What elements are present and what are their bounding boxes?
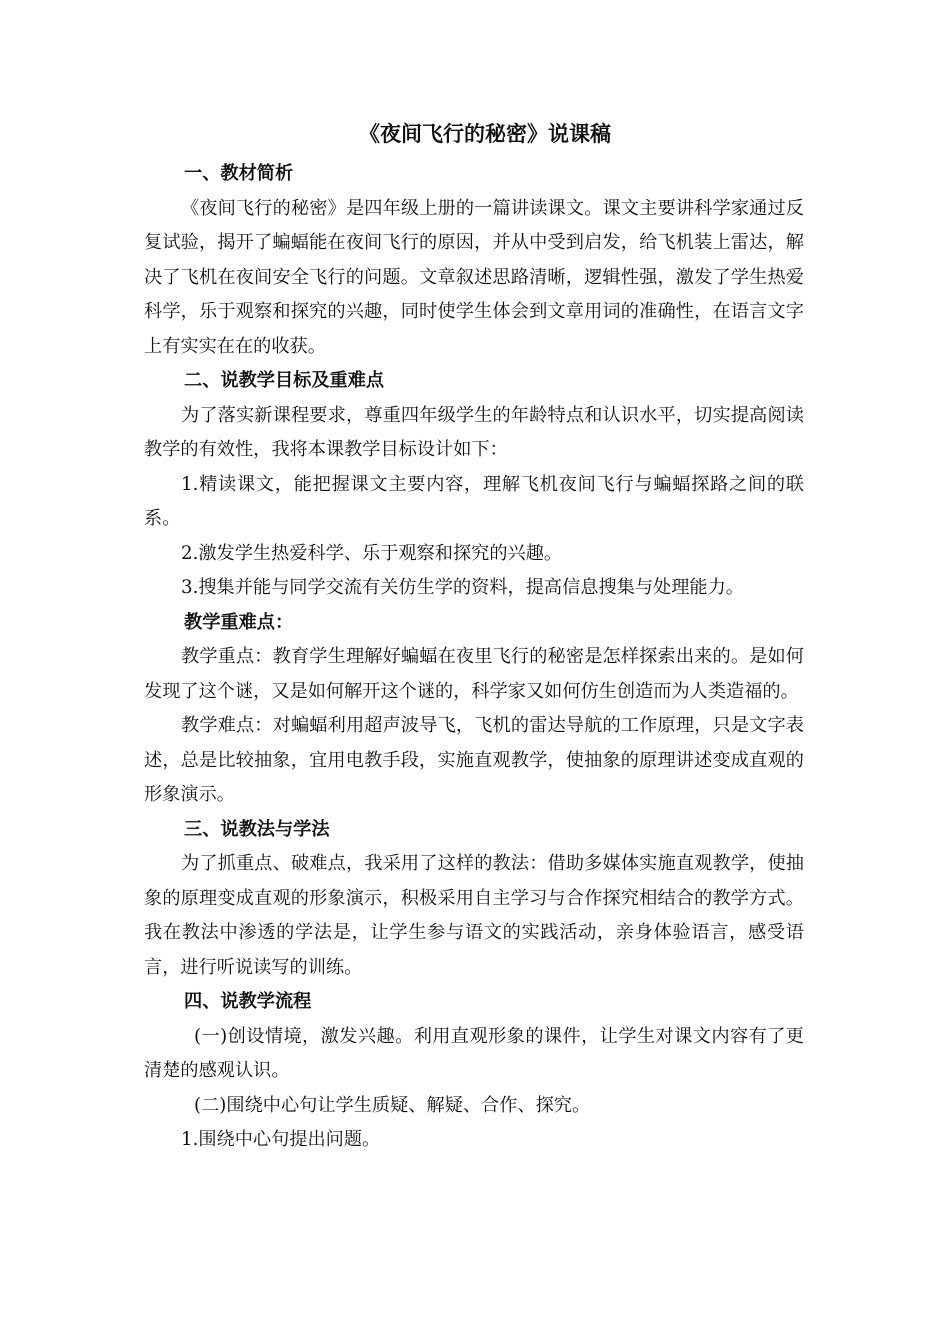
- paragraph-methods: 为了抓重点、破难点，我采用了这样的教法：借助多媒体实施直观教学，使抽象的原理变成直观的形象演示，积极采用自主学习与合作探究相结合的教学方式。我在教法中渗透的学法是，让学生参与语文的实践活动，亲身体验语言，感受语言，进行听说读写的训练。: [144, 853, 804, 978]
- process-step-2-item-1: 1.围绕中心句提出问题。: [181, 1129, 381, 1150]
- paragraph-teaching-key: 教学重点：教育学生理解好蝙蝠在夜里飞行的秘密是怎样探索出来的。是如何发现了这个谜，又是如何解开这个谜的，科学家又如何仿生创造而为人类造福的。: [144, 646, 804, 702]
- paragraph-teaching-difficulty: 教学难点：对蝙蝠利用超声波导飞，飞机的雷达导航的工作原理，只是文字表述，总是比较抽象，宜用电教手段，实施直观教学，使抽象的原理讲述变成直观的形象演示。: [144, 715, 804, 805]
- document-body: [144, 157, 804, 1158]
- goal-item-1: 1.精读课文，能把握课文主要内容，理解飞机夜间飞行与蝙蝠探路之间的联系。: [144, 473, 804, 529]
- paragraph-goals-intro: 为了落实新课程要求，尊重四年级学生的年龄特点和认识水平，切实提高阅读教学的有效性，我将本课教学目标设计如下：: [144, 404, 804, 460]
- section-heading-2: 二、说教学目标及重难点: [184, 370, 385, 391]
- paragraph-textbook-analysis: 《夜间飞行的秘密》是四年级上册的一篇讲读课文。课文主要讲科学家通过反复试验，揭开了蝙蝠能在夜间飞行的原因，并从中受到启发，给飞机装上雷达，解决了飞机在夜间安全飞行的问题。文章叙述思路清晰，逻辑性强，激发了学生热爱科学，乐于观察和探究的兴趣，同时使学生体会到文章用词的准确性，在语言文字上有实实在在的收获。: [144, 197, 804, 357]
- goal-item-2: 2.激发学生热爱科学、乐于观察和探究的兴趣。: [181, 542, 563, 564]
- process-step-2: (二)围绕中心句让学生质疑、解疑、合作、探究。: [194, 1094, 591, 1116]
- section-heading-4: 四、说教学流程: [184, 991, 312, 1012]
- document-title: 《夜间飞行的秘密》说课稿: [359, 121, 611, 146]
- section-heading-3: 三、说教法与学法: [184, 818, 330, 840]
- section-heading-1: 一、教材简析: [184, 163, 294, 184]
- subheading-key-difficult: 教学重难点：: [184, 611, 294, 633]
- goal-item-3: 3.搜集并能与同学交流有关仿生学的资料，提高信息搜集与处理能力。: [181, 577, 744, 598]
- process-step-1: (一)创设情境，激发兴趣。利用直观形象的课件，让学生对课文内容有了更清楚的感观认识。: [144, 1025, 804, 1081]
